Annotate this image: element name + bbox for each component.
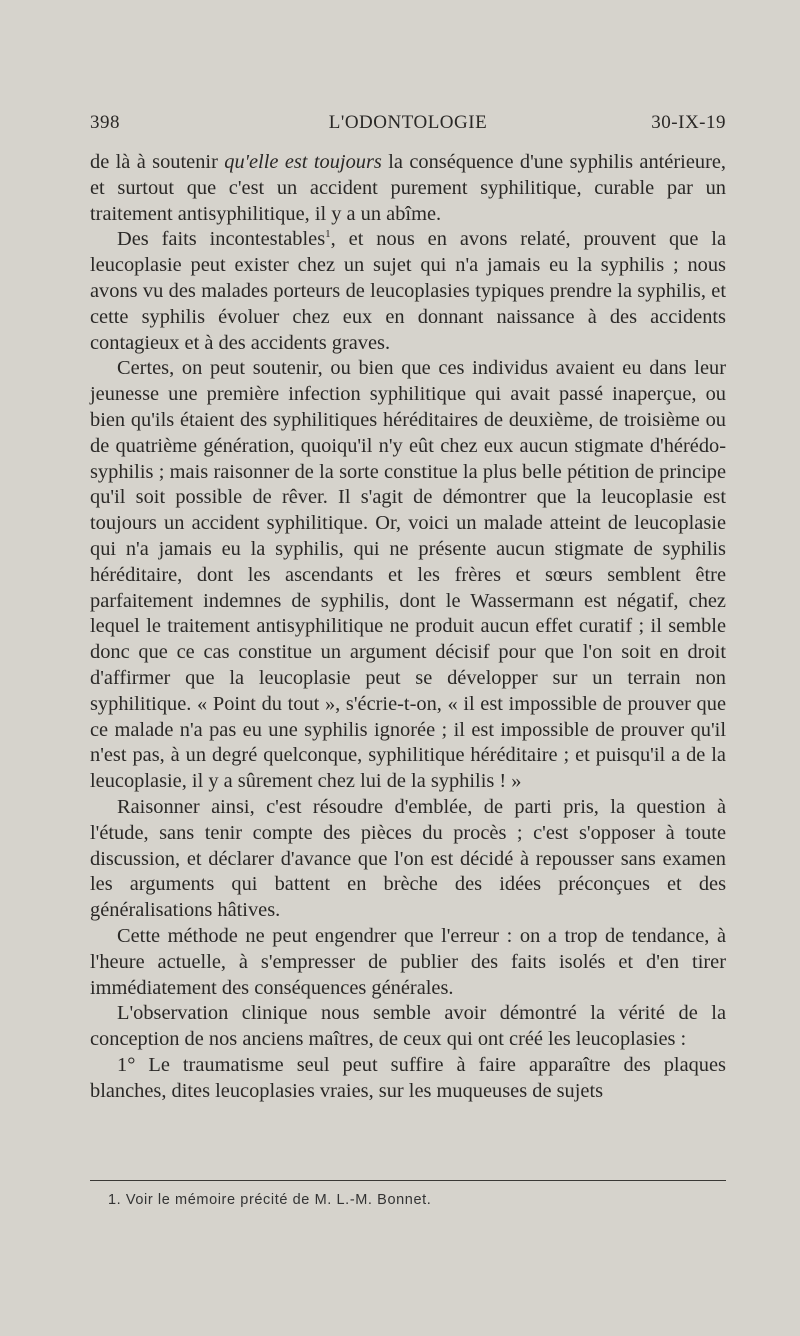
paragraph: Raisonner ainsi, c'est résoudre d'emblée, de parti pris, la question à l'étude, sans tenir compte des pièces du procès ; c'est s'opposer à toute discussion, et déclarer d'avance que l'on est décidé à repousser sans examen les arguments qui battent en brèche des idées préconçues et des généralisations hâtives. [90,795,726,922]
paragraph: de là à soutenir qu'elle est toujours la conséquence d'une syphilis antérieure, et surtout que c'est un accident purement syphilitique, curable par un traitement antisyphilitique, il y a un abîme. [90,151,727,225]
page-number: 398 [90,112,120,133]
paragraph: 1° Le traumatisme seul peut suffire à faire apparaître des plaques blanches, dites leucoplasies vraies, sur les muqueuses de sujets [90,1053,726,1102]
running-header [90,112,726,146]
article-body [90,150,726,1104]
footnote-marker: 1 [325,228,331,241]
paragraph: Certes, on peut soutenir, ou bien que ces individus avaient eu dans leur jeunesse une première infection syphilitique qui avait passé inaperçue, ou bien qu'ils étaient des syphilitiques héréditaires de deuxième, de troisième ou de quatrième génération, quoiqu'il n'y eût chez eux aucun stigmate d'hérédo-syphilis ; mais raisonner de la sorte constitue la plus belle pétition de principe qu'il soit possible de rêver. Il s'agit de démontrer que la leucoplasie est toujours un accident syphilitique. Or, voici un malade atteint de leucoplasie qui n'a jamais eu la syphilis, qui ne présente aucun stigmate de syphilis héréditaire, dont les ascendants et les frères et sœurs semblent être parfaitement indemnes de syphilis, dont le Wassermann est négatif, chez lequel le traitement antisyphilitique ne produit aucun effet curatif ; il semble donc que ce cas constitue un argument décisif pour que l'on soit en droit d'affirmer que la leucoplasie peut se développer sur un terrain non syphilitique. « Point du tout », s'écrie-t-on, « il est impossible de prouver que ce malade n'a pas eu une syphilis ignorée ; il est impossible de prouver qu'il n'est pas, à un degré quelconque, syphilitique héréditaire ; et puisqu'il a de la leucoplasie, il y a sûrement chez lui de la syphilis ! » [90,357,726,793]
paragraph: L'observation clinique nous semble avoir démontré la vérité de la conception de nos anciens maîtres, de ceux qui ont créé les leucoplasies : [90,1002,726,1051]
journal-title: L'ODONTOLOGIE [328,112,488,133]
paragraph: Cette méthode ne peut engendrer que l'erreur : on a trop de tendance, à l'heure actuelle, à s'empresser de publier des faits isolés et d'en tirer immédiatement des conséquences générales. [90,924,726,999]
footnote: 1. Voir le mémoire précité de M. L.-M. Bonnet. [108,1192,432,1208]
issue-date: 30-IX-19 [651,112,726,133]
paragraph: Des faits incontestables$^1$, et nous en avons relaté, prouvent que la leucoplasie peut exister chez un sujet qui n'a jamais eu la syphilis ; nous avons vu des malades porteurs de leucoplasies typiques prendre la syphilis, et cette syphilis évoluer chez eux en donnant naissance à des accidents contagieux et à des accidents graves. [90,228,726,354]
footnote-divider [90,1180,726,1181]
